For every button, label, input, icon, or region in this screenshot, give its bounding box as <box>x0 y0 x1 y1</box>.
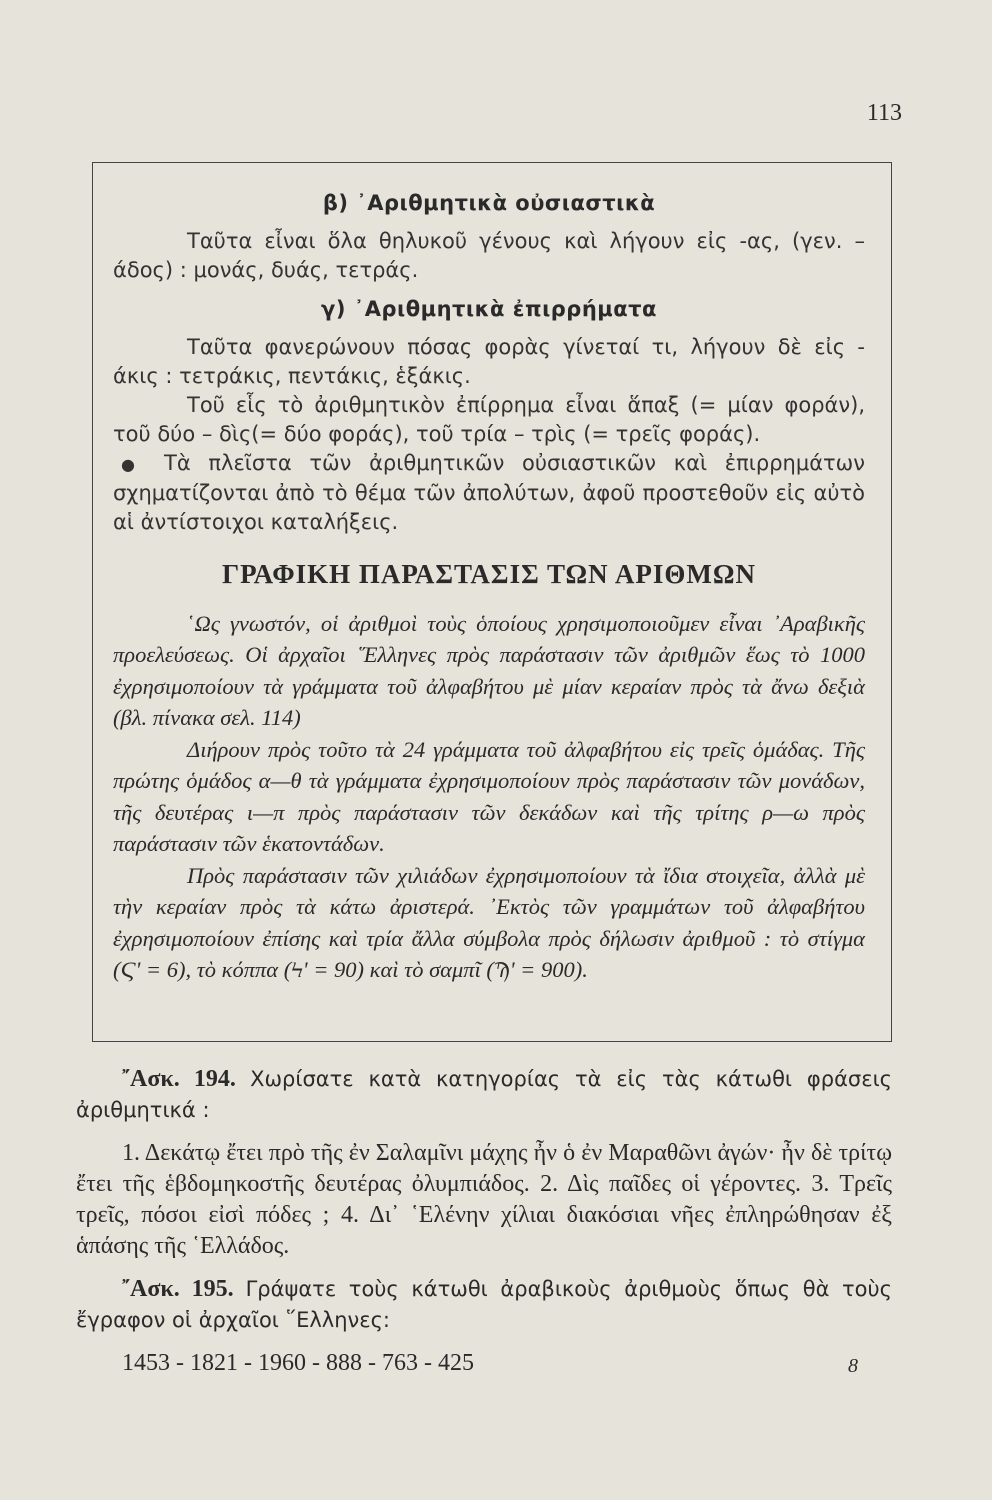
bullet-text: Τὰ πλεῖστα τῶν ἀριθμητικῶν οὐσιαστικῶν καὶ ἐπιρρημάτων σχηματίζονται ἀπὸ τὸ θέμα τῶν ἀπολύτων, ἀφοῦ προστεθοῦν εἰς αὐτὸ αἱ ἀντίστοιχοι καταλήξεις. <box>113 451 865 534</box>
italic-paragraph-2: Διήρουν πρὸς τοῦτο τὰ 24 γράμματα τοῦ ἀλφαβήτου εἰς τρεῖς ὁμάδας. Τῆς πρώτης ὁμάδος α—θ τὰ γράμματα ἐχρησιμοποίουν πρὸς παράστασιν τῶν μονάδων, τῆς δευτέρας ι—π πρὸς παράστασιν τῶν δεκάδων καὶ τῆς τρίτης ρ—ω πρὸς παράστασιν τῶν ἑκατοντάδων. <box>113 736 865 856</box>
exercise-195-numbers: 1453 - 1821 - 1960 - 888 - 763 - 425 <box>122 1350 474 1376</box>
section-b-text: Ταῦτα εἶναι ὅλα θηλυκοῦ γένους καὶ λήγουν εἰς -ας, (γεν. – άδος) : μονάς, δυάς, τετράς. <box>113 229 865 282</box>
page-number: 113 <box>866 100 902 126</box>
main-title: ΓΡΑΦΙΚΗ ΠΑΡΑΣΤΑΣΙΣ ΤΩΝ ΑΡΙΘΜΩΝ <box>221 558 756 589</box>
section-g-text-1: Ταῦτα φανερώνουν πόσας φορὰς γίνεταί τι, λήγουν δὲ εἰς - άκις : τετράκις, πεντάκις, ἑξάκις. <box>113 335 865 388</box>
section-b-title: β) ᾿Αριθμητικὰ οὐσιαστικὰ <box>322 191 656 215</box>
grammar-box <box>92 162 892 1042</box>
exercise-194-label: ῎Ασκ. 194. <box>122 1066 236 1092</box>
bullet-icon: ● <box>121 454 146 474</box>
exercises <box>76 1064 892 1391</box>
exercise-195-label: ῎Ασκ. 195. <box>122 1276 234 1302</box>
exercise-195-instruction: Γράψατε τοὺς κάτωθι ἀραβικοὺς ἀριθμοὺς ὅπως θὰ τοὺς ἔγραφον οἱ ἀρχαῖοι ῞Ελληνες: <box>76 1277 892 1332</box>
exercise-194 <box>76 1064 892 1126</box>
exercise-194-text: 1. Δεκάτῳ ἔτει πρὸ τῆς ἐν Σαλαμῖνι μάχης ἦν ὁ ἐν Μαραθῶνι ἀγών· ἦν δὲ τρίτῳ ἔτει τῆς ἑβδομηκοστῆς δευτέρας ὀλυμπιάδος. 2. Δὶς παῖδες οἱ γέροντες. 3. Τρεῖς τρεῖς, πόσοι εἰσὶ πόδες ; 4. Δι᾿ ῾Ελένην χίλιαι διακόσιαι νῆες ἐπληρώθησαν ἐξ ἁπάσης τῆς ῾Ελλάδος. <box>76 1140 892 1259</box>
section-g-title: γ) ᾿Αριθμητικὰ ἐπιρρήματα <box>321 297 657 321</box>
bullet-paragraph <box>113 449 865 537</box>
italic-paragraph-3: Πρὸς παράστασιν τῶν χιλιάδων ἐχρησιμοποίουν τὰ ἴδια στοιχεῖα, ἀλλὰ μὲ τὴν κεραίαν πρὸς τὰ κάτω ἀριστερά. ᾿Εκτὸς τῶν γραμμάτων τοῦ ἀλφαβήτου ἐχρησιμοποίουν ἐπίσης καὶ τρία ἄλλα σύμβολα πρὸς δήλωσιν ἀριθμοῦ : τὸ στίγμα (Ϛ' = 6), τὸ κόππα (Ϟ' = 90) καὶ τὸ σαμπῖ (Ϡ' = 900). <box>113 862 865 982</box>
section-g-text-2: Τοῦ εἷς τὸ ἀριθμητικὸν ἐπίρρημα εἶναι ἅπαξ (= μίαν φοράν), τοῦ δύο – δὶς(= δύο φοράς), τοῦ τρία – τρὶς (= τρεῖς φοράς). <box>113 393 865 446</box>
signature-mark: 8 <box>848 1355 858 1377</box>
italic-paragraph-1: ῾Ως γνωστόν, οἱ ἀριθμοὶ τοὺς ὁποίους χρησιμοποιοῦμεν εἶναι ᾿Αραβικῆς προελεύσεως. Οἱ ἀρχαῖοι ῞Ελληνες πρὸς παράστασιν τῶν ἀριθμῶν ἕως τὸ 1000 ἐχρησιμοποίουν τὰ γράμματα τοῦ ἀλφαβήτου μὲ μίαν κεραίαν πρὸς τὰ ἄνω δεξιὰ (βλ. πίνακα σελ. 114) <box>113 610 865 730</box>
exercise-194-instruction: Χωρίσατε κατὰ κατηγορίας τὰ εἰς τὰς κάτωθι φράσεις ἀριθμητικά : <box>76 1067 893 1122</box>
exercise-195 <box>76 1274 892 1336</box>
